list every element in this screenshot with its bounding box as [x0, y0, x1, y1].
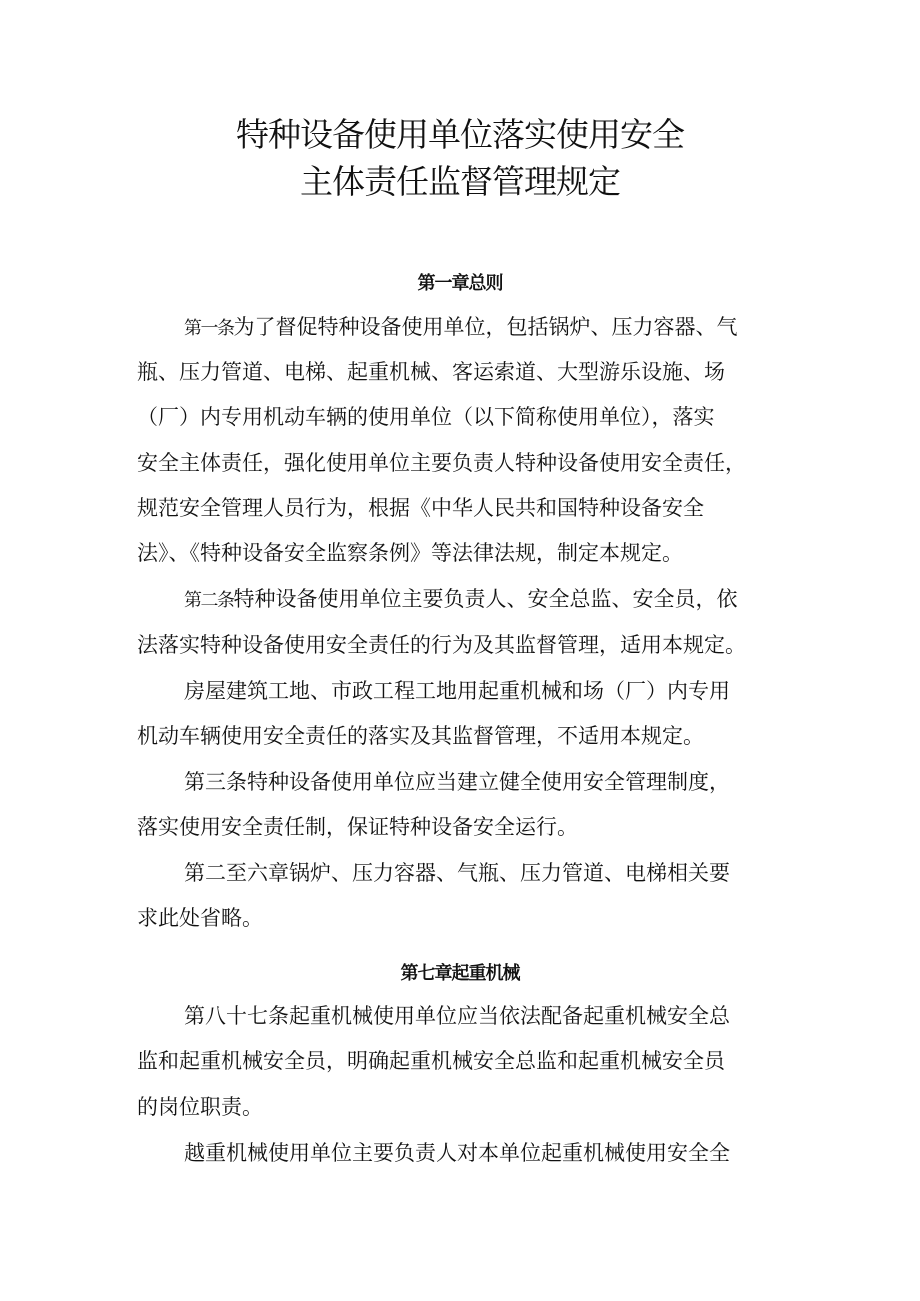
article-3-line: 第三条特种设备使用单位应当建立健全使用安全管理制度，	[184, 770, 730, 794]
article-2-paragraph-2-line: 房屋建筑工地、市政工程工地用起重机械和场（厂）内专用	[184, 679, 730, 703]
article-1-line: 安全主体责任，强化使用单位主要负责人特种设备使用安全责任，	[137, 451, 746, 475]
article-number: 第一条	[184, 318, 234, 339]
article-87-line: 监和起重机械安全员，明确起重机械安全总监和起重机械安全员	[137, 1049, 725, 1073]
article-1-line: （厂）内专用机动车辆的使用单位（以下简称使用单位），落实	[137, 405, 715, 429]
document-title-line-1: 特种设备使用单位落实使用安全	[236, 115, 684, 154]
article-1-line: 瓶、压力管道、电梯、起重机械、客运索道、大型游乐设施、场	[137, 360, 725, 384]
article-3-line: 落实使用安全责任制，保证特种设备安全运行。	[137, 815, 578, 839]
article-87-line: 第八十七条起重机械使用单位应当依法配备起重机械安全总	[184, 1004, 730, 1028]
article-2-line: 法落实特种设备使用安全责任的行为及其监督管理，适用本规定。	[137, 633, 746, 657]
article-1-line: 规范安全管理人员行为，根据《中华人民共和国特种设备安全	[137, 496, 704, 520]
chapter-heading: 第一章总则	[417, 273, 503, 294]
document-title-line-2: 主体责任监督管理规定	[300, 162, 620, 201]
article-1-line: 第一条为了督促特种设备使用单位，包括锅炉、压力容器、气	[184, 315, 738, 339]
chapter-heading: 第七章起重机械	[400, 963, 520, 984]
article-87-paragraph-2-line: 越重机械使用单位主要负责人对本单位起重机械使用安全全	[184, 1141, 730, 1165]
article-number: 第二条	[184, 590, 234, 611]
article-87-line: 的岗位职责。	[137, 1095, 263, 1119]
omitted-chapters-line: 求此处省略。	[137, 906, 263, 930]
article-2-paragraph-2-line: 机动车辆使用安全责任的落实及其监督管理，不适用本规定。	[137, 724, 704, 748]
omitted-chapters-line: 第二至六章锅炉、压力容器、气瓶、压力管道、电梯相关要	[184, 861, 730, 885]
article-2-line: 第二条特种设备使用单位主要负责人、安全总监、安全员，依	[184, 587, 738, 611]
article-1-line: 法》、《特种设备安全监察条例》等法律法规，制定本规定。	[137, 541, 683, 565]
